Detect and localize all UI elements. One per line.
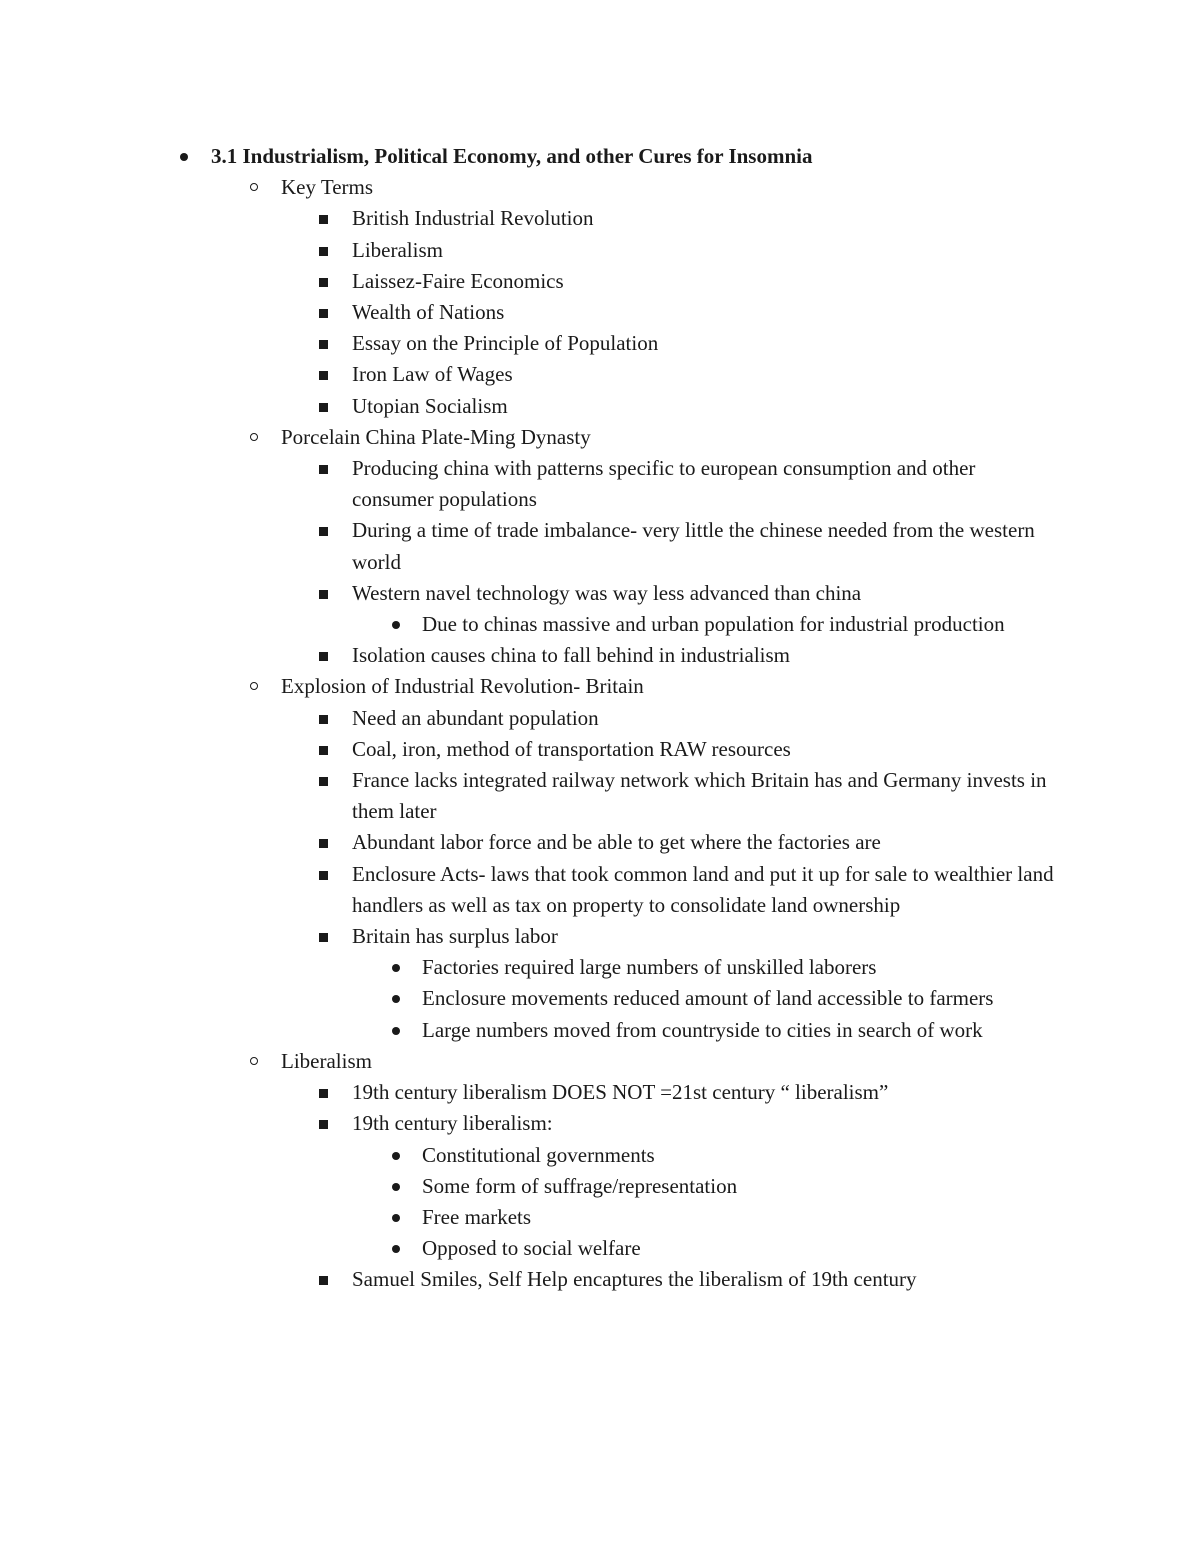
outline-item-text: Enclosure Acts- laws that took common land and put it up for sale to wealthier land handlers as well as tax on property to consolidate land ownership bbox=[352, 861, 1054, 917]
outline-item-text: Laissez-Faire Economics bbox=[352, 268, 564, 293]
outline-item-level-4 bbox=[0, 1233, 1062, 1264]
disc-bullet-icon bbox=[392, 1183, 400, 1191]
square-bullet-icon bbox=[319, 465, 328, 474]
square-bullet-icon bbox=[319, 403, 328, 412]
outline-item-level-3 bbox=[0, 921, 1062, 952]
square-bullet-icon bbox=[319, 590, 328, 599]
disc-bullet-icon bbox=[392, 964, 400, 972]
outline-item-level-3 bbox=[0, 359, 1062, 390]
outline-item-text: Need an abundant population bbox=[352, 705, 599, 730]
outline-item-level-4 bbox=[0, 952, 1062, 983]
outline-item-level-4 bbox=[0, 1171, 1062, 1202]
square-bullet-icon bbox=[319, 871, 328, 880]
square-bullet-icon bbox=[319, 247, 328, 256]
outline-item-level-3 bbox=[0, 391, 1062, 422]
outline-item-text: Porcelain China Plate-Ming Dynasty bbox=[281, 424, 591, 449]
square-bullet-icon bbox=[319, 777, 328, 786]
outline-item-level-3 bbox=[0, 1264, 1062, 1295]
ring-bullet-icon bbox=[250, 1057, 258, 1065]
outline-item-text: Producing china with patterns specific to european consumption and other consumer populations bbox=[352, 456, 976, 512]
square-bullet-icon bbox=[319, 1089, 328, 1098]
outline-item-level-4 bbox=[0, 609, 1062, 640]
outline-item-text: Explosion of Industrial Revolution- Britain bbox=[281, 674, 644, 699]
outline-item-text: Essay on the Principle of Population bbox=[352, 331, 659, 356]
outline-item-level-4 bbox=[0, 1202, 1062, 1233]
outline-item-text: Liberalism bbox=[281, 1048, 372, 1073]
disc-bullet-icon bbox=[392, 1214, 400, 1222]
outline-item-level-3 bbox=[0, 734, 1062, 765]
square-bullet-icon bbox=[319, 278, 328, 287]
outline-item-text: Iron Law of Wages bbox=[352, 362, 513, 387]
outline-item-level-3 bbox=[0, 578, 1062, 609]
outline-item-text: Factories required large numbers of unskilled laborers bbox=[422, 955, 877, 980]
square-bullet-icon bbox=[319, 1276, 328, 1285]
outline-item-text: 19th century liberalism: bbox=[352, 1111, 553, 1136]
outline-item-text: During a time of trade imbalance- very little the chinese needed from the western world bbox=[352, 518, 1035, 574]
square-bullet-icon bbox=[319, 309, 328, 318]
outline-item-level-3 bbox=[0, 1108, 1062, 1139]
outline-item-text: Some form of suffrage/representation bbox=[422, 1173, 738, 1198]
outline-item-text: Wealth of Nations bbox=[352, 300, 505, 325]
square-bullet-icon bbox=[319, 746, 328, 755]
disc-bullet-icon bbox=[392, 1027, 400, 1035]
outline-item-level-3 bbox=[0, 827, 1062, 858]
outline-item-text: Constitutional governments bbox=[422, 1142, 655, 1167]
disc-bullet-icon bbox=[392, 995, 400, 1003]
outline-item-level-1 bbox=[0, 141, 1071, 172]
outline-item-level-2 bbox=[0, 671, 1071, 702]
square-bullet-icon bbox=[319, 715, 328, 724]
outline-item-level-3 bbox=[0, 703, 1062, 734]
outline-item-text: Utopian Socialism bbox=[352, 393, 508, 418]
outline-item-level-3 bbox=[0, 297, 1062, 328]
ring-bullet-icon bbox=[250, 433, 258, 441]
outline-item-level-3 bbox=[0, 453, 1062, 515]
outline-item-level-3 bbox=[0, 640, 1062, 671]
outline-item-level-3 bbox=[0, 859, 1062, 921]
ring-bullet-icon bbox=[250, 682, 258, 690]
outline-item-level-2 bbox=[0, 172, 1071, 203]
outline-item-level-2 bbox=[0, 422, 1071, 453]
outline-item-text: Western navel technology was way less advanced than china bbox=[352, 580, 862, 605]
square-bullet-icon bbox=[319, 1120, 328, 1129]
outline-item-text: Opposed to social welfare bbox=[422, 1236, 641, 1261]
outline-item-text: Abundant labor force and be able to get where the factories are bbox=[352, 830, 881, 855]
outline-item-text: Britain has surplus labor bbox=[352, 924, 558, 949]
square-bullet-icon bbox=[319, 933, 328, 942]
square-bullet-icon bbox=[319, 839, 328, 848]
outline-item-level-2 bbox=[0, 1046, 1071, 1077]
outline-item-level-3 bbox=[0, 765, 1062, 827]
outline-item-text: Samuel Smiles, Self Help encaptures the liberalism of 19th century bbox=[352, 1267, 917, 1292]
disc-bullet-icon bbox=[392, 1152, 400, 1160]
outline-item-level-3 bbox=[0, 328, 1062, 359]
outline-item-level-3 bbox=[0, 266, 1062, 297]
outline-item-text: Coal, iron, method of transportation RAW resources bbox=[352, 736, 791, 761]
disc-bullet-icon bbox=[180, 153, 188, 161]
outline-item-text: Isolation causes china to fall behind in industrialism bbox=[352, 643, 790, 668]
section-heading: 3.1 Industrialism, Political Economy, and other Cures for Insomnia bbox=[211, 144, 813, 168]
outline-item-text: British Industrial Revolution bbox=[352, 206, 594, 231]
outline-item-text: Liberalism bbox=[352, 237, 443, 262]
ring-bullet-icon bbox=[250, 183, 258, 191]
outline-item-text: Large numbers moved from countryside to cities in search of work bbox=[422, 1017, 983, 1042]
outline-item-level-3 bbox=[0, 235, 1062, 266]
outline-item-text: Free markets bbox=[422, 1204, 532, 1229]
outline-item-text: France lacks integrated railway network which Britain has and Germany invests in them later bbox=[352, 768, 1047, 824]
outline-item-level-4 bbox=[0, 983, 1062, 1014]
outline-item-level-3 bbox=[0, 515, 1062, 577]
outline-item-text: 19th century liberalism DOES NOT =21st century “ liberalism” bbox=[352, 1080, 889, 1105]
outline-item-text: Due to chinas massive and urban population for industrial production bbox=[422, 612, 1005, 637]
outline-item-text: Key Terms bbox=[281, 175, 374, 200]
outline bbox=[0, 141, 1200, 1296]
disc-bullet-icon bbox=[392, 621, 400, 629]
outline-item-level-3 bbox=[0, 203, 1062, 234]
outline-item-level-3 bbox=[0, 1077, 1062, 1108]
square-bullet-icon bbox=[319, 340, 328, 349]
outline-item-level-4 bbox=[0, 1140, 1062, 1171]
outline-item-level-4 bbox=[0, 1015, 1062, 1046]
square-bullet-icon bbox=[319, 371, 328, 380]
square-bullet-icon bbox=[319, 527, 328, 536]
square-bullet-icon bbox=[319, 215, 328, 224]
disc-bullet-icon bbox=[392, 1245, 400, 1253]
square-bullet-icon bbox=[319, 652, 328, 661]
outline-item-text: Enclosure movements reduced amount of land accessible to farmers bbox=[422, 986, 994, 1011]
